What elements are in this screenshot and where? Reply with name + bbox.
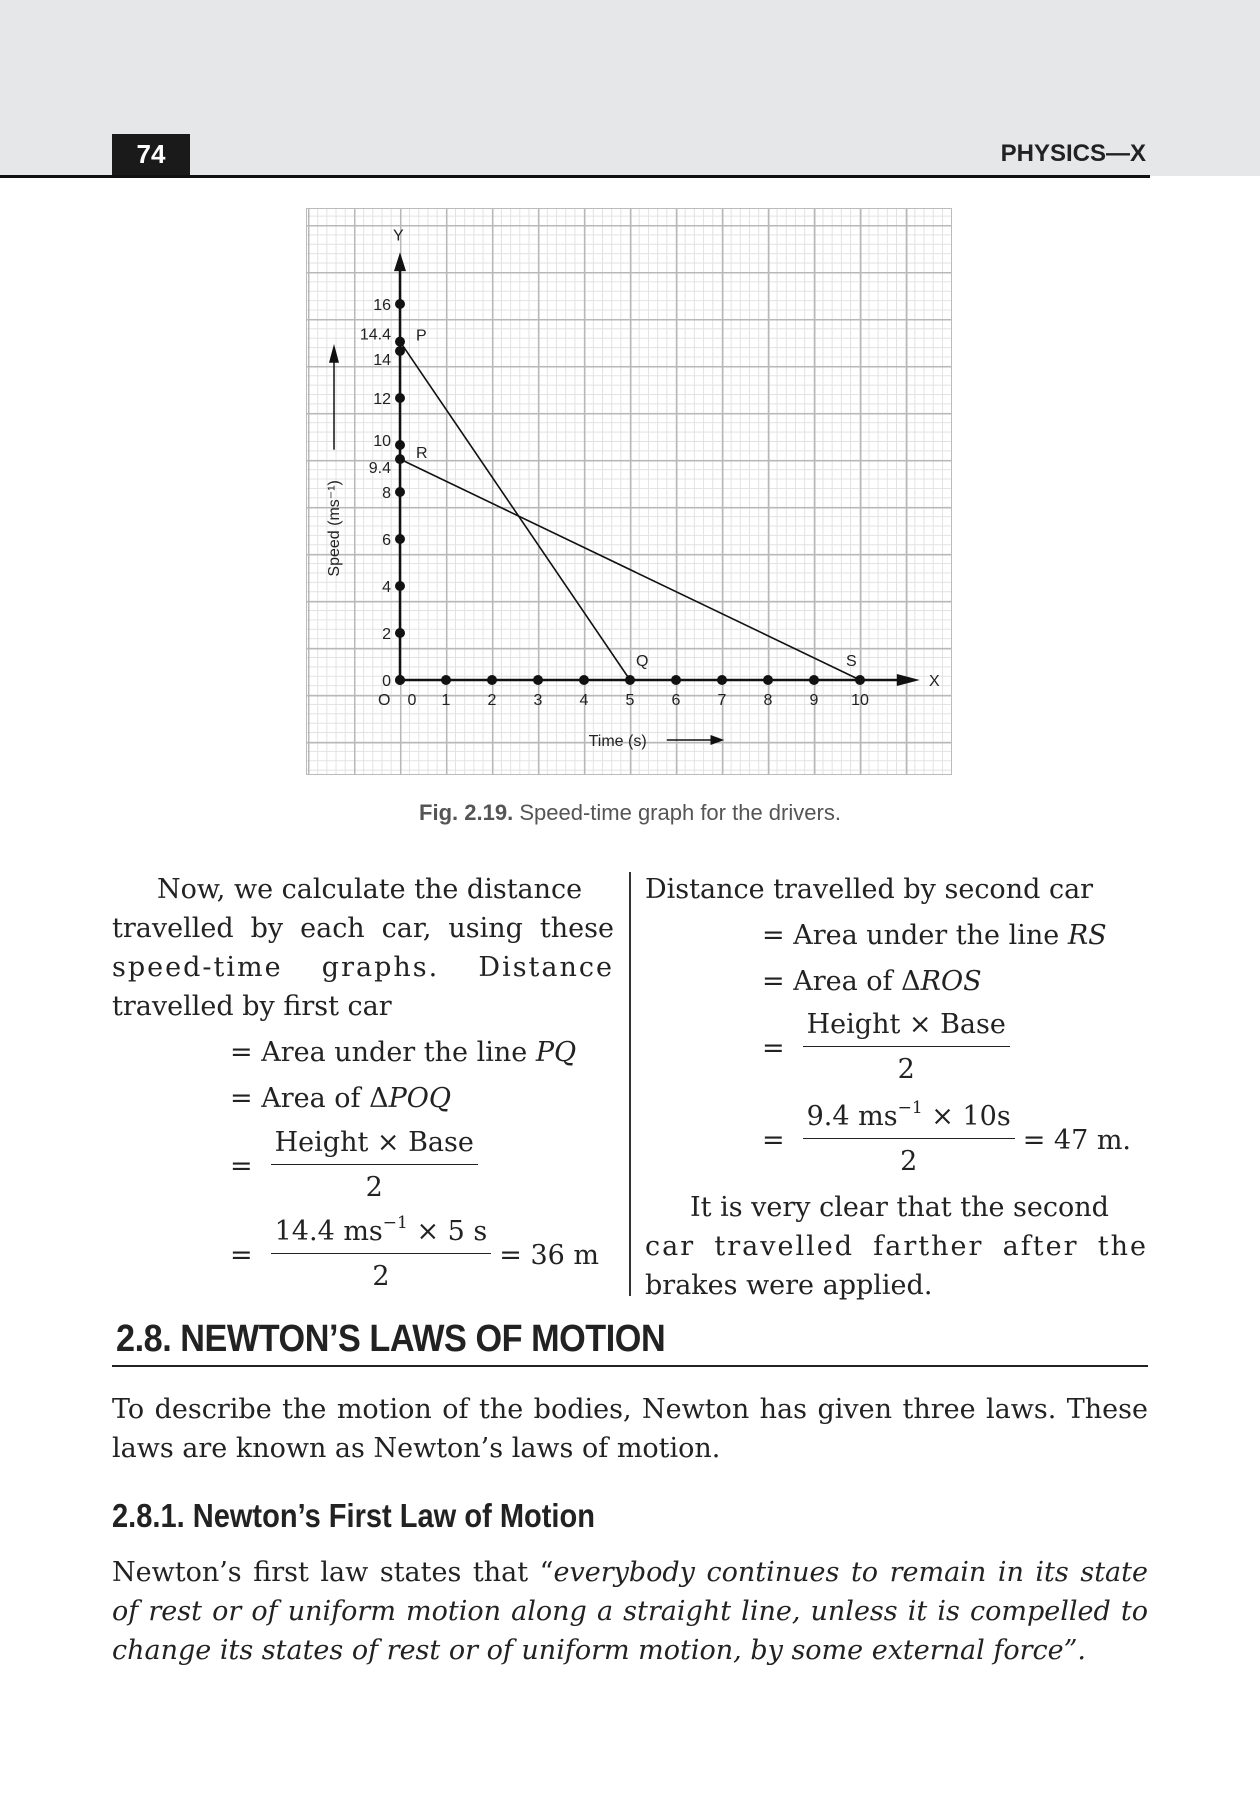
equation-var: RS — [1067, 920, 1107, 951]
y-tick-dot — [395, 440, 405, 450]
num-part: 9.4 ms — [806, 1101, 898, 1132]
y-tick-label: 2 — [382, 626, 391, 643]
y-axis-label: Speed (ms⁻¹) — [326, 480, 343, 577]
fraction-equation — [230, 1126, 486, 1207]
y-tick-dot — [395, 534, 405, 544]
x-tick-label: 3 — [533, 692, 543, 709]
text-line: Distance travelled by second car — [645, 874, 1094, 905]
numerator: Height × Base — [803, 1008, 1010, 1047]
origin-label: O — [378, 692, 391, 709]
numerator — [803, 1100, 1015, 1139]
subsection-heading: 2.8.1. Newton’s First Law of Motion — [112, 1497, 595, 1534]
intro-line: travelled by each car, using these — [112, 913, 614, 944]
equation-var: PQ — [535, 1037, 577, 1068]
y-tick-label: 9.4 — [368, 460, 391, 478]
y-tick-label: 8 — [382, 485, 391, 502]
y-label-arrowhead — [329, 344, 339, 363]
chart-svg — [307, 209, 953, 776]
point-label: Q — [636, 653, 649, 670]
y-tick-dot — [395, 628, 405, 638]
y-tick-dot — [395, 487, 405, 497]
equals-sign: = — [230, 1151, 253, 1182]
y-tick-label: 14 — [373, 352, 391, 369]
denominator: 2 — [365, 1172, 383, 1203]
numerator — [271, 1215, 492, 1254]
first-law-quote: everybody continues to remain in its state of rest or of uniform motion along a straight line, unless it is compelled to change its states of rest or of uniform motion, by some external force”. — [112, 1557, 1148, 1666]
denominator: 2 — [897, 1054, 915, 1085]
point-label: R — [416, 445, 428, 463]
result: = 36 m — [499, 1240, 600, 1271]
x-tick-label: 0 — [407, 692, 417, 709]
x-tick-dot — [763, 675, 773, 685]
fraction-equation — [762, 1100, 1131, 1181]
x-tick-dot — [441, 675, 451, 685]
x-tick-label: 9 — [809, 692, 819, 709]
equation-line — [230, 1033, 576, 1072]
y-tick-label: 4 — [382, 579, 391, 596]
denominator: 2 — [372, 1261, 390, 1292]
denominator: 2 — [900, 1146, 918, 1177]
equation-line — [762, 916, 1107, 955]
equation-text: = Area of Δ — [230, 1083, 389, 1114]
first-law-prefix: Newton’s first law states that “ — [112, 1557, 554, 1588]
x-tick-label: 4 — [579, 692, 589, 709]
fraction-equation — [762, 1008, 1018, 1089]
num-part: × 5 s — [407, 1216, 488, 1247]
series-line-rs — [400, 459, 860, 680]
figure-caption-text: Speed-time graph for the drivers. — [519, 800, 841, 825]
point-label: S — [846, 653, 857, 670]
running-title: PHYSICS—X — [1000, 140, 1146, 167]
series-line-pq — [400, 342, 630, 680]
x-tick-dot — [809, 675, 819, 685]
x-axis-arrow — [897, 674, 920, 686]
section-heading: 2.8. NEWTON’S LAWS OF MOTION — [116, 1318, 666, 1360]
equals-sign: = — [762, 1125, 785, 1156]
y-tick-dot — [395, 581, 405, 591]
page-number: 74 — [112, 134, 190, 175]
x-tick-dot — [717, 675, 727, 685]
y-tick-label: 16 — [373, 297, 391, 314]
figure-caption — [0, 800, 1260, 826]
exponent: −1 — [897, 1098, 923, 1118]
equals-sign: = — [230, 1240, 253, 1271]
speed-time-graph — [306, 208, 952, 775]
x-tick-label: 7 — [717, 692, 727, 709]
y-tick-dot — [395, 675, 405, 685]
equation-var: POQ — [388, 1083, 452, 1114]
x-axis-label: Time (s) — [588, 733, 647, 750]
y-tick-dot — [395, 393, 405, 403]
x-tick-dot — [579, 675, 589, 685]
section-intro: To describe the motion of the bodies, Newton has given three laws. These laws are known as Newton’s laws of motion. — [112, 1394, 1148, 1464]
equation-text: = Area of Δ — [762, 966, 921, 997]
equals-sign: = — [762, 1033, 785, 1064]
y-tick-label: 0 — [382, 673, 391, 690]
header-rule — [0, 175, 1150, 178]
result: = 47 m. — [1022, 1125, 1132, 1156]
equation-text: = Area under the line — [762, 920, 1068, 951]
text-line: It is very clear that the second — [690, 1192, 1109, 1223]
y-axis-letter: Y — [393, 227, 404, 245]
column-divider — [629, 872, 631, 1296]
equation-var: ROS — [920, 966, 982, 997]
x-axis-letter: X — [929, 673, 940, 690]
y-tick-label: 10 — [373, 433, 391, 450]
y-tick-dot — [395, 299, 405, 309]
x-tick-label: 2 — [487, 692, 497, 709]
x-tick-label: 8 — [763, 692, 773, 709]
y-axis-arrow — [394, 252, 406, 271]
exponent: −1 — [382, 1213, 408, 1233]
equation-line — [230, 1079, 451, 1118]
x-label-arrowhead — [711, 735, 725, 745]
section-rule — [112, 1365, 1148, 1367]
first-law-paragraph — [112, 1553, 1148, 1670]
y-tick-label: 12 — [373, 391, 391, 408]
point-label: P — [416, 327, 427, 345]
figure-label: Fig. 2.19. — [419, 800, 514, 825]
x-tick-dot — [533, 675, 543, 685]
x-tick-label: 1 — [441, 692, 451, 709]
x-tick-label: 5 — [625, 692, 635, 709]
x-tick-dot — [487, 675, 497, 685]
numerator: Height × Base — [271, 1126, 478, 1165]
intro-line: travelled by first car — [112, 991, 392, 1022]
equation-line — [762, 962, 982, 1001]
text-line: brakes were applied. — [645, 1270, 933, 1301]
x-tick-dot — [671, 675, 681, 685]
num-part: × 10s — [922, 1101, 1011, 1132]
fraction-equation — [230, 1215, 599, 1296]
equation-text: = Area under the line — [230, 1037, 536, 1068]
intro-line: Now, we calculate the distance — [157, 874, 583, 905]
text-line: car travelled farther after the — [645, 1231, 1148, 1262]
intro-line: speed-time graphs. Distance — [112, 952, 614, 983]
y-tick-label: 6 — [382, 532, 391, 549]
x-tick-label: 10 — [851, 692, 869, 709]
x-tick-label: 6 — [671, 692, 681, 709]
y-tick-label: 14.4 — [359, 326, 391, 344]
num-part: 14.4 ms — [274, 1216, 383, 1247]
